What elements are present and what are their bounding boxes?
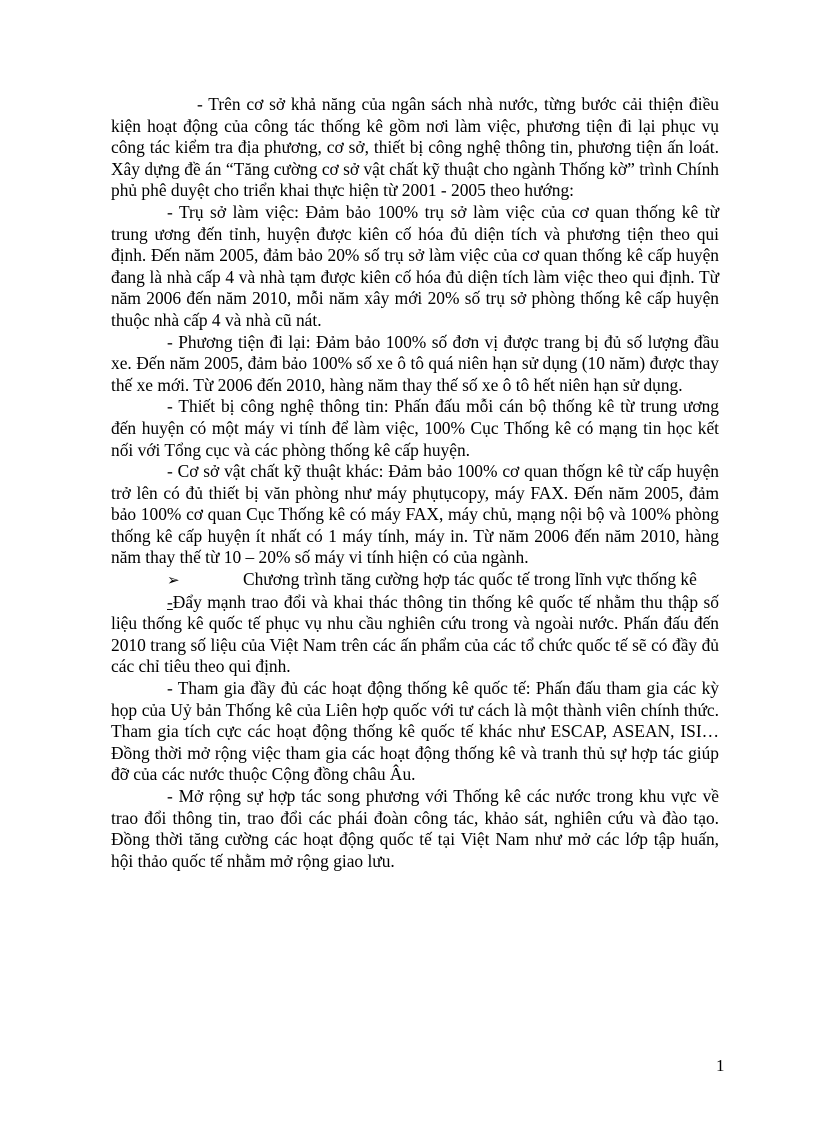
paragraph-other-facilities: - Cơ sở vật chất kỹ thuật khác: Đảm bảo 100% cơ quan thốgn kê từ cấp huyện trở lên có đủ thiết bị văn phòng như máy phụtụcopy, máy FAX. Đến năm 2005, đảm bảo 100% cơ quan Cục Thống kê có máy FAX, máy chủ, mạng nội bộ và 100% phòng thống kê cấp huyện ít nhất có 1 máy tính, máy in. Từ năm 2006 đến năm 2010, hàng năm thay thế từ 10 – 20% số máy vi tính hiện có của ngành.	[111, 461, 719, 568]
arrow-bullet-icon: ➢	[167, 571, 180, 590]
paragraph-vehicles: - Phương tiện đi lại: Đảm bảo 100% số đơn vị được trang bị đủ số lượng đầu xe. Đến năm 2005, đảm bảo 100% số xe ô tô quá niên hạn sử dụng (10 năm) được thay thế xe mới. Từ 2006 đến 2010, hàng năm thay thế số xe ô tô hết niên hạn sử dụng.	[111, 331, 719, 395]
bullet-heading-text: Chương trình tăng cường hợp tác quốc tế trong lĩnh vực thống kê	[243, 569, 697, 590]
paragraph-international-activities: - Tham gia đầy đủ các hoạt động thống kê quốc tế: Phấn đấu tham gia các kỳ họp của Uỷ bản Thống kê của Liên hợp quốc với tư cách là một thành viên chính thức. Tham gia tích cực các hoạt động thống kê quốc tế khác như ESCAP, ASEAN, ISI… Đồng thời mở rộng việc tham gia các hoạt động thống kê và tranh thủ sự hợp tác giúp đỡ của các nước thuộc Cộng đồng châu Âu.	[111, 678, 719, 785]
bullet-heading	[111, 569, 719, 592]
paragraph-intro: - Trên cơ sở khả năng của ngân sách nhà nước, từng bước cải thiện điều kiện hoạt động của công tác thống kê gồm nơi làm việc, phương tiện đi lại phục vụ công tác kiểm tra địa phương, cơ sở, thiết bị công nghệ thông tin, phương tiện ấn loát. Xây dựng đề án “Tăng cường cơ sở vật chất kỹ thuật cho ngành Thống kờ” trình Chính phủ phê duyệt cho triển khai thực hiện từ 2001 - 2005 theo hướng:	[111, 94, 719, 201]
paragraph-info-exchange-text: Đẩy mạnh trao đổi và khai thác thông tin thống kê quốc tế nhằm thu thập số liệu thống kê quốc tế phục vụ nhu cầu nghiên cứu trong và ngoài nước. Phấn đấu đến 2010 trang số liệu của Việt Nam trên các ấn phẩm của các tổ chức quốc tế sẽ có đầy đủ các chỉ tiêu theo qui định.	[111, 591, 719, 677]
paragraph-bilateral-cooperation: - Mở rộng sự hợp tác song phương với Thống kê các nước trong khu vực về trao đổi thông tin, trao đổi các phái đoàn công tác, khảo sát, nghiên cứu và đào tạo. Đồng thời tăng cường các hoạt động quốc tế tại Việt Nam như mở các lớp tập huấn, hội thảo quốc tế nhằm mở rộng giao lưu.	[111, 786, 719, 871]
paragraph-it-equipment: - Thiết bị công nghệ thông tin: Phấn đấu mỗi cán bộ thống kê từ trung ương đến huyện có một máy vi tính để làm việc, 100% Cục Thống kê có mạng tin học kết nối với Tổng cục và các phòng thống kê cấp huyện.	[111, 396, 719, 460]
paragraph-info-exchange	[111, 592, 719, 678]
underlined-dash: -	[167, 591, 173, 612]
paragraph-headquarters: - Trụ sở làm việc: Đảm bảo 100% trụ sở làm việc của cơ quan thống kê từ trung ương đến tỉnh, huyện được kiên cố hóa đủ diện tích và phương tiện theo qui định. Đến năm 2005, đảm bảo 20% số trụ sở làm việc của cơ quan thống kê cấp huyện đang là nhà cấp 4 và nhà tạm được kiên cố hóa đủ diện tích làm việc theo qui định. Từ năm 2006 đến năm 2010, mỗi năm xây mới 20% số trụ sở phòng thống kê cấp huyện thuộc nhà cấp 4 và nhà cũ nát.	[111, 201, 719, 330]
document-body	[111, 94, 719, 872]
page-number: 1	[716, 1056, 725, 1075]
